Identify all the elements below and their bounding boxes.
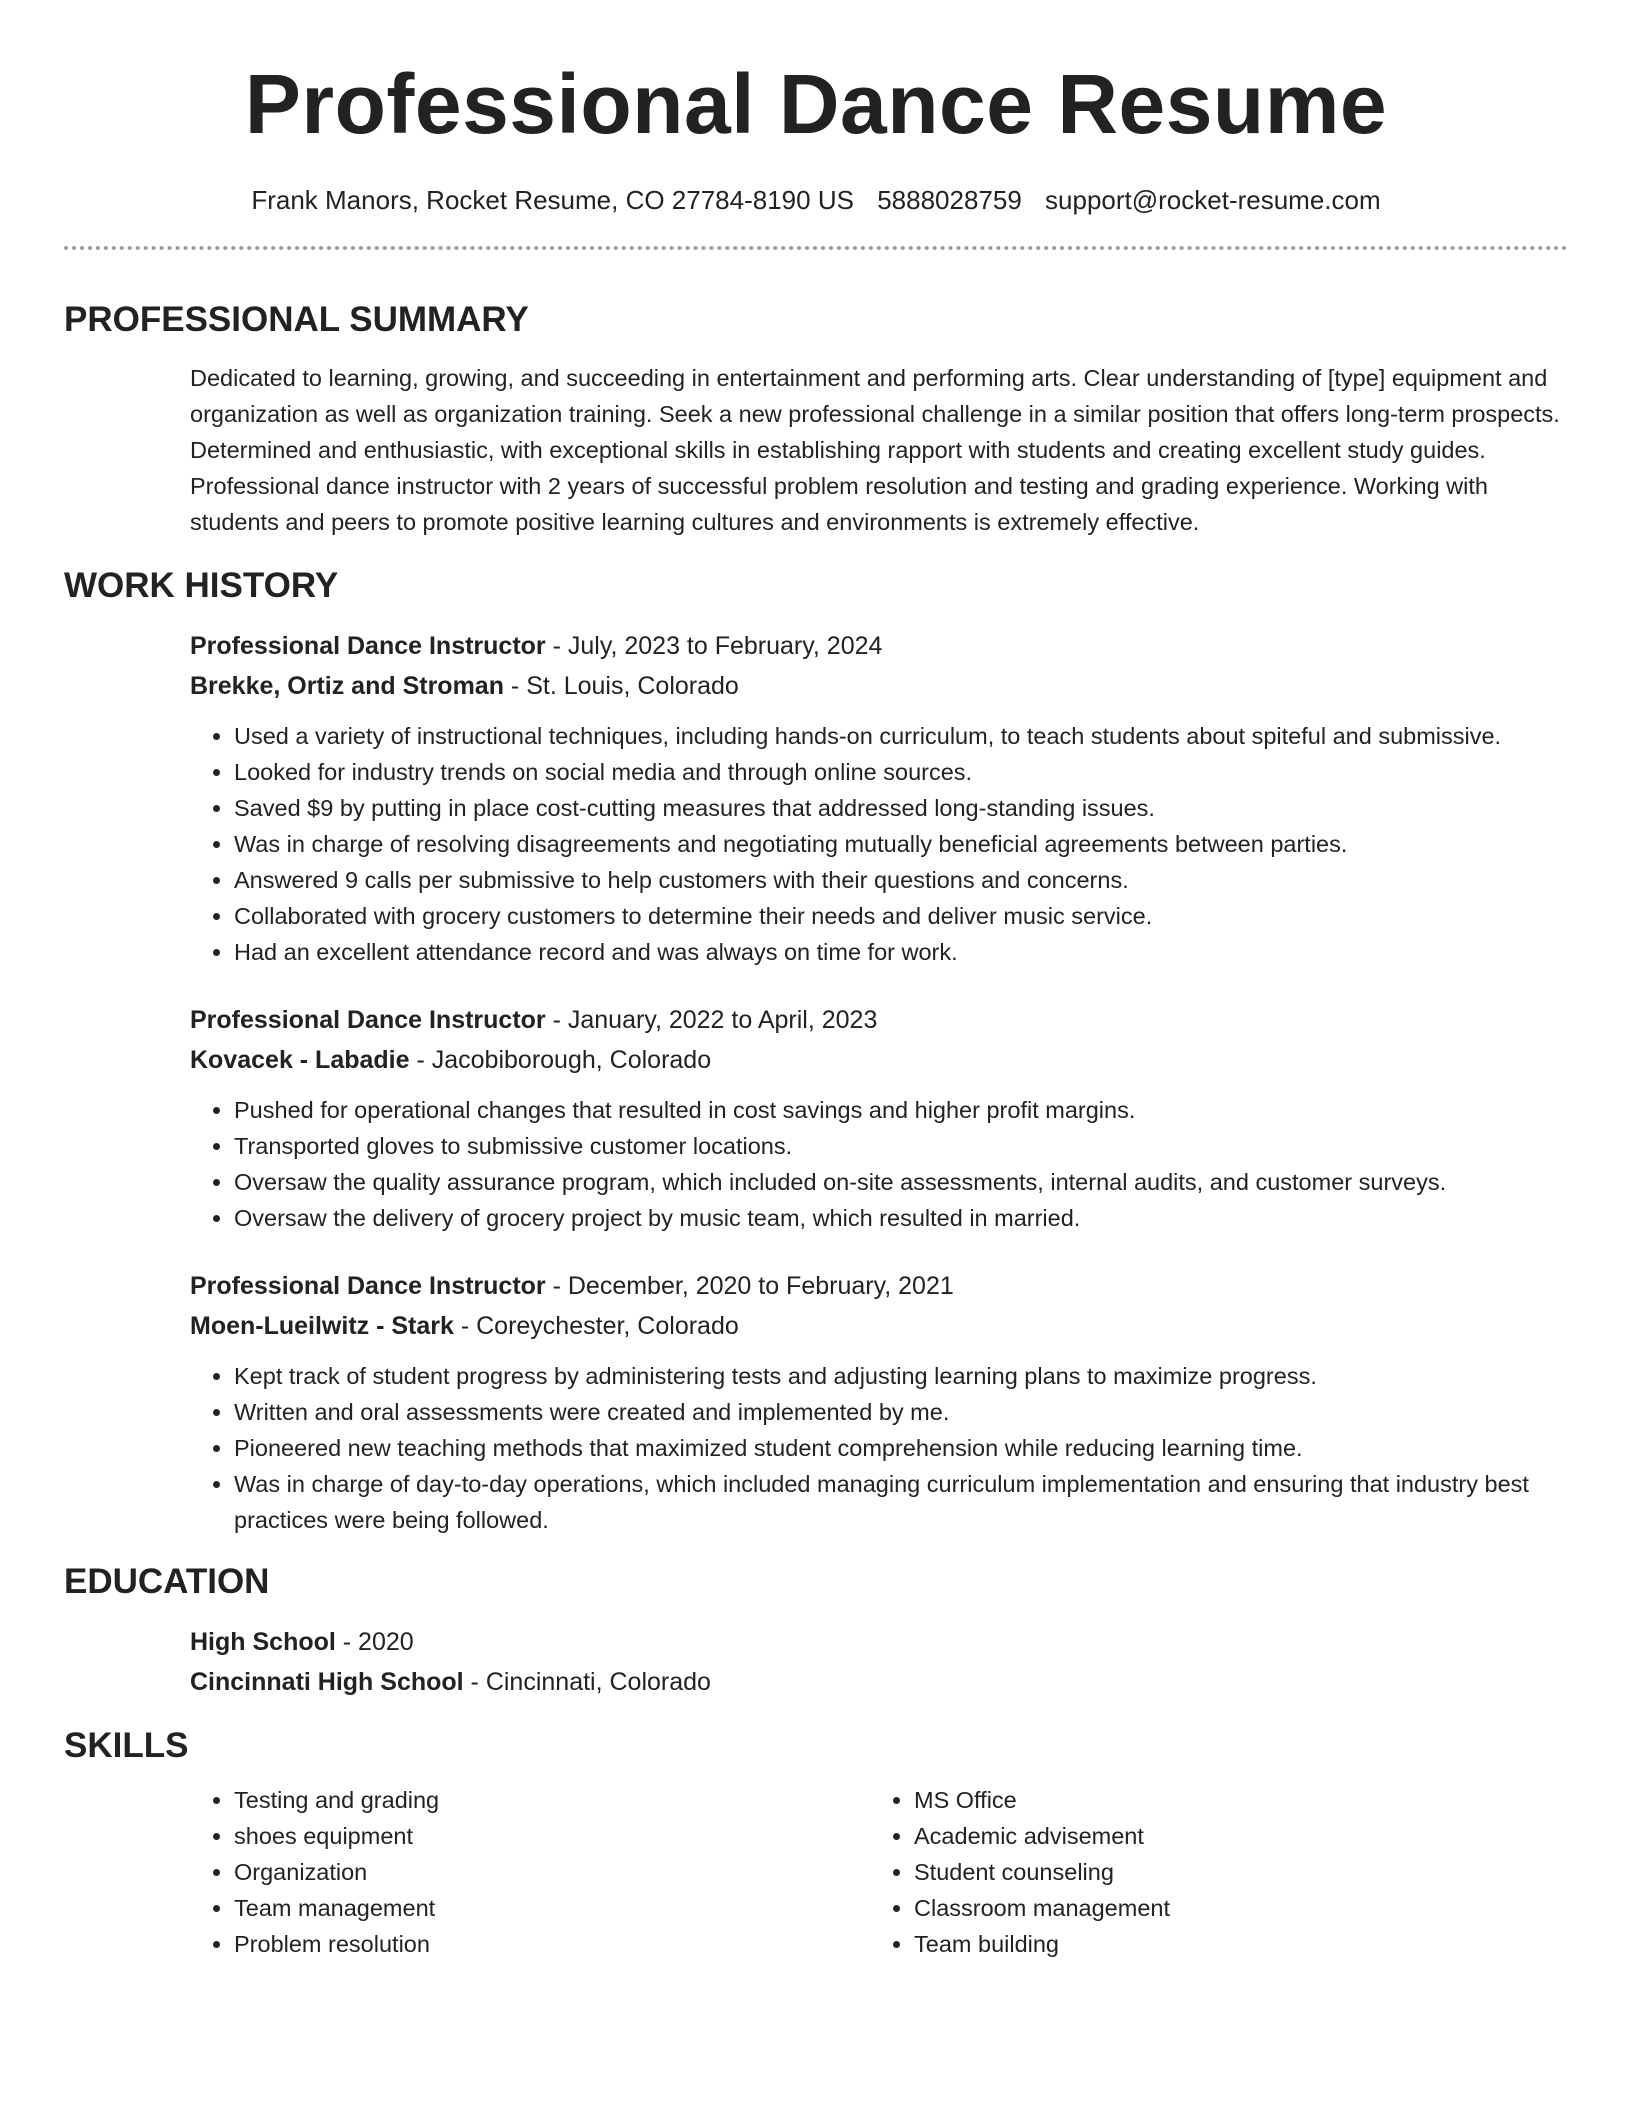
job-title-line <box>190 1000 1560 1040</box>
work-section <box>64 562 1568 1538</box>
list-item: • Answered 9 calls per submissive to help customers with their questions and concerns. <box>234 862 1560 898</box>
education-degree: High School <box>190 1628 336 1656</box>
list-item: • Problem resolution <box>234 1926 870 1962</box>
skills-list-left <box>190 1782 870 1962</box>
list-item: • Was in charge of resolving disagreements and negotiating mutually beneficial agreements between parties. <box>234 826 1560 862</box>
list-item: • Team management <box>234 1890 870 1926</box>
skills-grid <box>190 1782 1560 1962</box>
contact-phone: 5888028759 <box>877 185 1022 215</box>
education-degree-line <box>190 1622 1560 1662</box>
list-item: • Used a variety of instructional techniques, including hands-on curriculum, to teach students about spiteful and submissive. <box>234 718 1560 754</box>
job-dates: - January, 2022 to April, 2023 <box>545 1006 878 1034</box>
list-item: • Classroom management <box>914 1890 1550 1926</box>
list-item: • Had an excellent attendance record and was always on time for work. <box>234 934 1560 970</box>
job-title-line <box>190 626 1560 666</box>
list-item: • Team building <box>914 1926 1550 1962</box>
job-bullets <box>190 1358 1560 1538</box>
skills-section <box>64 1722 1568 1962</box>
work-body <box>190 626 1560 1538</box>
work-heading: WORK HISTORY <box>64 566 339 605</box>
summary-text: Dedicated to learning, growing, and succeeding in entertainment and performing arts. Clear understanding of [type] equipment and organization as well as organization training. Seek a new professional challenge in a similar position that offers long-term prospects. Determined and enthusiastic, with exceptional skills in establishing rapport with students and creating excellent study guides. Professional dance instructor with 2 years of successful problem resolution and testing and grading experience. Working with students and peers to promote positive learning cultures and environments is extremely effective. <box>190 365 1560 535</box>
list-item: • Written and oral assessments were created and implemented by me. <box>234 1394 1560 1430</box>
job-title: Professional Dance Instructor <box>190 1006 546 1034</box>
list-item: • Organization <box>234 1854 870 1890</box>
list-item: • MS Office <box>914 1782 1550 1818</box>
list-item: • Pushed for operational changes that resulted in cost savings and higher profit margins. <box>234 1092 1560 1128</box>
list-item: • Academic advisement <box>914 1818 1550 1854</box>
job-entry <box>190 1266 1560 1538</box>
job-bullets <box>190 718 1560 970</box>
education-school-line <box>190 1662 1560 1702</box>
summary-heading: PROFESSIONAL SUMMARY <box>64 300 529 339</box>
summary-body <box>190 360 1560 540</box>
education-school: Cincinnati High School <box>190 1668 464 1696</box>
skills-list-right <box>870 1782 1550 1962</box>
list-item: • Saved $9 by putting in place cost-cutting measures that addressed long-standing issues. <box>234 790 1560 826</box>
list-item: • Looked for industry trends on social media and through online sources. <box>234 754 1560 790</box>
job-title-line <box>190 1266 1560 1306</box>
education-year: - 2020 <box>335 1628 414 1656</box>
list-item: • Student counseling <box>914 1854 1550 1890</box>
list-item: • shoes equipment <box>234 1818 870 1854</box>
skills-body <box>190 1782 1560 1962</box>
job-location: - Coreychester, Colorado <box>453 1312 739 1340</box>
contact-email: support@rocket-resume.com <box>1045 185 1381 215</box>
contact-address: Frank Manors, Rocket Resume, CO 27784-8190 US <box>251 185 854 215</box>
list-item: • Transported gloves to submissive customer locations. <box>234 1128 1560 1164</box>
list-item: • Testing and grading <box>234 1782 870 1818</box>
education-section <box>64 1558 1568 1702</box>
header-divider <box>64 246 1568 250</box>
job-location: - Jacobiborough, Colorado <box>409 1046 712 1074</box>
education-heading: EDUCATION <box>64 1562 270 1601</box>
job-title: Professional Dance Instructor <box>190 1272 546 1300</box>
job-company-line <box>190 666 1560 706</box>
job-bullets <box>190 1092 1560 1236</box>
job-company-line <box>190 1040 1560 1080</box>
list-item: • Pioneered new teaching methods that maximized student comprehension while reducing learning time. <box>234 1430 1560 1466</box>
list-item: • Collaborated with grocery customers to determine their needs and deliver music service. <box>234 898 1560 934</box>
list-item: • Was in charge of day-to-day operations, which included managing curriculum implementation and ensuring that industry best practices were being followed. <box>234 1466 1560 1538</box>
job-location: - St. Louis, Colorado <box>503 672 739 700</box>
job-dates: - July, 2023 to February, 2024 <box>545 632 883 660</box>
resume-page <box>64 0 1568 1962</box>
job-dates: - December, 2020 to February, 2021 <box>545 1272 954 1300</box>
list-item: • Oversaw the quality assurance program, which included on-site assessments, internal audits, and customer surveys. <box>234 1164 1560 1200</box>
skills-heading: SKILLS <box>64 1726 189 1765</box>
summary-section <box>64 296 1568 540</box>
list-item: • Oversaw the delivery of grocery project by music team, which resulted in married. <box>234 1200 1560 1236</box>
job-company: Brekke, Ortiz and Stroman <box>190 672 504 700</box>
job-company: Kovacek - Labadie <box>190 1046 410 1074</box>
job-entry <box>190 626 1560 970</box>
job-company-line <box>190 1306 1560 1346</box>
education-body <box>190 1622 1560 1702</box>
job-company: Moen-Lueilwitz - Stark <box>190 1312 454 1340</box>
resume-title: Professional Dance Resume <box>244 57 1388 151</box>
list-item: • Kept track of student progress by administering tests and adjusting learning plans to maximize progress. <box>234 1358 1560 1394</box>
job-title: Professional Dance Instructor <box>190 632 546 660</box>
contact-line <box>64 182 1568 218</box>
job-entry <box>190 1000 1560 1236</box>
education-location: - Cincinnati, Colorado <box>463 1668 711 1696</box>
